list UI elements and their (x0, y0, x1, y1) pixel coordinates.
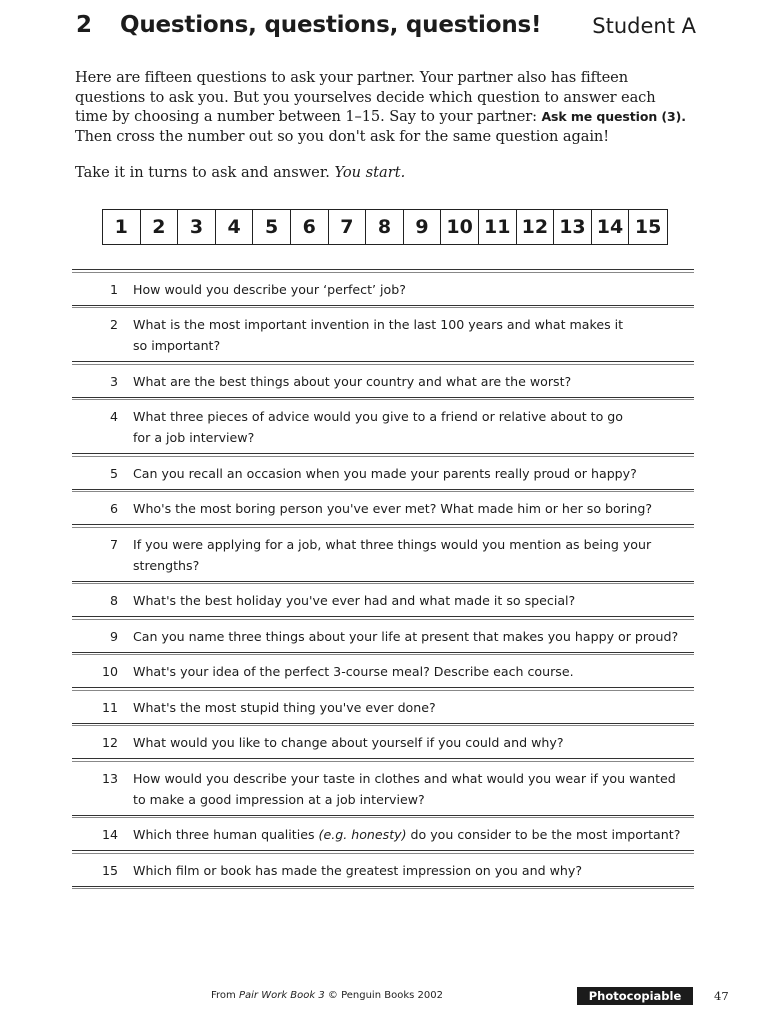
question-line: What three pieces of advice would you give to a friend or relative about to go (133, 409, 623, 424)
question-line (133, 824, 690, 845)
question-text (133, 371, 690, 392)
question-number: 5 (109, 465, 118, 481)
page-heading (76, 12, 696, 48)
question-text (133, 732, 690, 753)
question-number: 3 (109, 373, 118, 389)
question-number: 12 (101, 735, 118, 750)
number-cell[interactable]: 4 (216, 210, 254, 244)
question-row (72, 818, 694, 850)
number-cell[interactable]: 9 (404, 210, 442, 244)
question-text (133, 661, 690, 682)
instructions-line-3-text: time by choosing a number between 1–15. Say to your partner: (75, 108, 542, 126)
instructions-paragraph (75, 68, 700, 146)
instructions-line-3 (75, 107, 700, 127)
page-number: 47 (714, 989, 729, 1003)
question-text (133, 406, 690, 448)
question-table (72, 269, 694, 889)
page-title: Questions, questions, questions! (120, 12, 542, 38)
credit-suffix: © Penguin Books 2002 (324, 990, 443, 1001)
footer-credit (211, 990, 443, 1001)
question-line: Who's the most boring person you've ever met? What made him or her so boring? (133, 501, 653, 516)
question-number: 1 (109, 281, 118, 297)
question-example: (e.g. honesty) (318, 827, 407, 842)
question-number: 6 (109, 501, 118, 516)
question-row (72, 457, 694, 489)
instructions-line-1: Here are fifteen questions to ask your partner. Your partner also has fifteen (75, 69, 629, 86)
question-line: How would you describe your taste in clothes and what would you wear if you wanted (133, 770, 676, 786)
book-title: Pair Work Book 3 (238, 990, 325, 1001)
number-cell[interactable]: 13 (554, 210, 592, 244)
question-line: What's the best holiday you've ever had and what made it so special? (133, 593, 576, 608)
question-line: Which film or book has made the greatest impression on you and why? (133, 862, 583, 878)
number-cell[interactable]: 5 (253, 210, 291, 244)
question-line-end: do you consider to be the most important? (406, 827, 681, 842)
question-row (72, 620, 694, 652)
question-line: What's your idea of the perfect 3-course meal? Describe each course. (133, 664, 574, 679)
question-line: Can you name three things about your life at present that makes you happy or proud? (133, 628, 679, 644)
credit-prefix: From (211, 990, 239, 1001)
question-row (72, 584, 694, 616)
number-cell[interactable]: 10 (441, 210, 479, 244)
question-row (72, 492, 694, 524)
question-row (72, 691, 694, 723)
question-number: 11 (101, 699, 118, 715)
question-text (133, 768, 690, 810)
number-strip (102, 209, 668, 245)
question-number: 9 (109, 628, 118, 644)
instructions-line-4: Then cross the number out so you don't ask for the same question again! (75, 127, 609, 145)
question-row (72, 308, 694, 361)
question-line: strengths? (133, 557, 200, 573)
question-row (72, 273, 694, 305)
question-text (133, 590, 690, 611)
question-text (133, 824, 690, 845)
question-number: 13 (101, 770, 118, 786)
number-cell[interactable]: 3 (178, 210, 216, 244)
question-row (72, 400, 694, 453)
number-cell[interactable]: 14 (592, 210, 630, 244)
number-cell[interactable]: 12 (517, 210, 555, 244)
question-row (72, 726, 694, 758)
question-row (72, 365, 694, 397)
question-row (72, 528, 694, 581)
number-cell[interactable]: 2 (141, 210, 179, 244)
question-line-start: Which three human qualities (133, 827, 319, 842)
number-cell[interactable]: 11 (479, 210, 517, 244)
question-text (133, 860, 690, 881)
question-line: for a job interview? (133, 430, 255, 445)
turns-emphasis: You start. (334, 164, 406, 181)
question-text (133, 279, 690, 300)
question-line: What would you like to change about yourself if you could and why? (133, 735, 564, 750)
question-line: What are the best things about your country and what are the worst? (133, 373, 572, 389)
number-cell[interactable]: 6 (291, 210, 329, 244)
number-cell[interactable]: 1 (103, 210, 141, 244)
instructions-line-2: questions to ask you. But you yourselves decide which question to answer each (75, 88, 656, 106)
question-line: If you were applying for a job, what three things would you mention as being your (133, 536, 652, 552)
turns-instruction (75, 164, 405, 181)
question-line: What is the most important invention in the last 100 years and what makes it (133, 317, 624, 332)
student-label: Student A (592, 14, 696, 38)
number-cell[interactable]: 7 (329, 210, 367, 244)
question-text (133, 498, 690, 519)
question-text (133, 534, 690, 576)
question-row (72, 762, 694, 815)
question-line: to make a good impression at a job interview? (133, 791, 425, 807)
number-cell[interactable]: 8 (366, 210, 404, 244)
question-text (133, 697, 690, 718)
question-number: 14 (101, 827, 118, 842)
instructions-example-phrase: Ask me question (3). (541, 109, 686, 125)
question-line: How would you describe your ‘perfect’ job? (133, 281, 406, 297)
question-text (133, 626, 690, 647)
question-number: 15 (101, 862, 118, 878)
question-line: so important? (133, 338, 221, 353)
question-row (72, 854, 694, 886)
question-row (72, 655, 694, 687)
unit-number: 2 (76, 12, 93, 38)
question-line: What's the most stupid thing you've ever done? (133, 699, 436, 715)
question-number: 10 (101, 664, 118, 679)
photocopiable-badge: Photocopiable (577, 987, 693, 1005)
question-number: 7 (109, 536, 118, 552)
number-cell[interactable]: 15 (634, 216, 662, 238)
question-number: 8 (109, 593, 118, 608)
question-text (133, 463, 690, 484)
question-line: Can you recall an occasion when you made your parents really proud or happy? (133, 465, 637, 481)
question-text (133, 314, 690, 356)
question-number: 2 (109, 317, 118, 332)
row-divider (72, 886, 694, 890)
turns-text: Take it in turns to ask and answer. (75, 164, 335, 181)
question-number: 4 (109, 409, 118, 424)
